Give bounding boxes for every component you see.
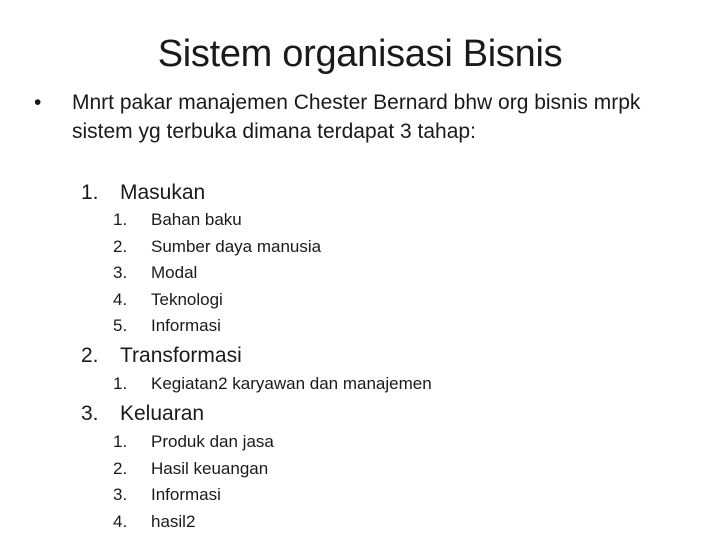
item-text: Teknologi	[151, 289, 223, 309]
stage-label: Masukan	[120, 181, 206, 204]
stage-label: Transformasi	[120, 344, 242, 367]
stage-label: Keluaran	[120, 402, 205, 425]
item-number: 3.	[113, 485, 128, 504]
list-item	[113, 431, 274, 453]
stage-number: 2.	[81, 344, 99, 367]
item-number: 3.	[113, 263, 128, 282]
item-number: 2.	[113, 236, 128, 256]
stage-number: 3.	[81, 402, 99, 425]
list-item	[113, 236, 321, 258]
list-item	[113, 289, 223, 311]
list-item	[113, 511, 195, 533]
list-item	[113, 315, 221, 337]
list-item	[113, 458, 268, 480]
item-text: Informasi	[151, 485, 221, 504]
item-number: 1.	[113, 374, 128, 393]
list-item	[113, 373, 432, 395]
stage-number: 1.	[81, 181, 99, 204]
item-text: Modal	[151, 263, 198, 282]
list-item	[113, 262, 197, 284]
item-text: hasil2	[151, 511, 196, 531]
stage-heading	[81, 343, 242, 369]
list-item	[113, 484, 221, 506]
stage-heading	[81, 401, 204, 427]
bullet-marker: •	[34, 91, 42, 114]
stage-heading	[81, 180, 205, 206]
item-number: 1.	[113, 432, 128, 451]
item-number: 1.	[113, 210, 128, 229]
item-text: Hasil keuangan	[151, 458, 269, 478]
item-text: Kegiatan2 karyawan dan manajemen	[151, 374, 432, 393]
item-number: 5.	[113, 316, 128, 335]
item-number: 4.	[113, 289, 128, 309]
intro-text: Mnrt pakar manajemen Chester Bernard bhw org bisnis mrpk sistem yg terbuka dimana terdapat 3 tahap:	[72, 91, 641, 143]
item-number: 4.	[113, 511, 128, 531]
item-text: Informasi	[151, 316, 221, 335]
intro-bullet	[34, 88, 674, 146]
slide-title: Sistem organisasi Bisnis	[157, 33, 563, 75]
item-text: Produk dan jasa	[151, 432, 274, 451]
list-item	[113, 209, 242, 231]
item-text: Sumber daya manusia	[151, 236, 322, 256]
item-text: Bahan baku	[151, 210, 242, 229]
item-number: 2.	[113, 458, 128, 478]
